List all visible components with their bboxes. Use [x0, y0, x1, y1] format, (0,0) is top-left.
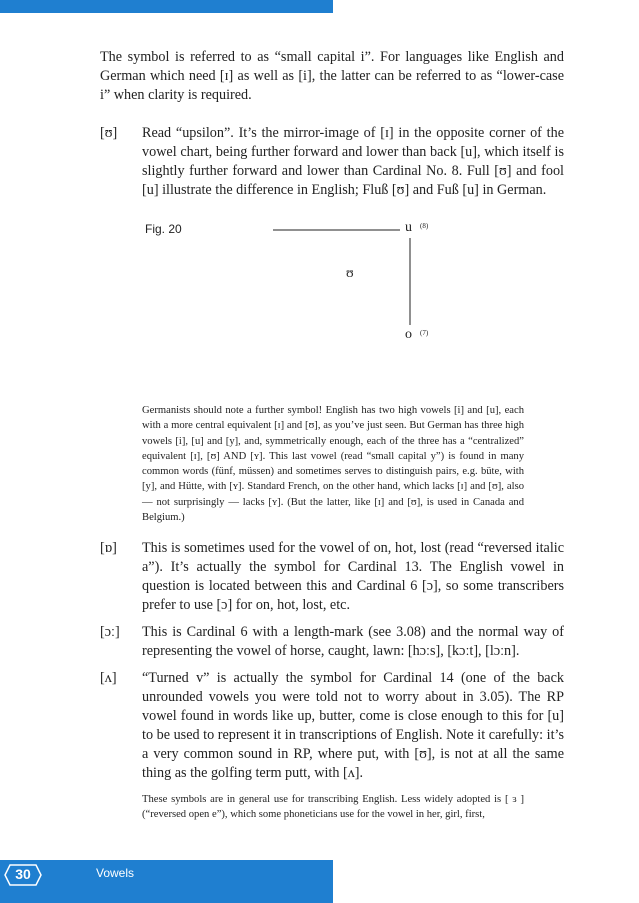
- upsilon-symbol: [ʊ]: [100, 125, 118, 141]
- germanist-note: Germanists should note a further symbol! English has two high vowels [i] and [u], each with a more central equivalent [ɪ] and [ʊ], as you’ve just seen. But German has three high vowels [i], [u] and [y], and, symmetrically enough, each of the three has a “centralized” equivalent [ɪ], [ʊ] AND [ʏ]. This last vowel (read “small capital y”) is found in many common words (fünf, müssen) and sometimes serves to distinguish pairs, e.g. büte, with [y], and Hütte, with [ʏ]. Standard French, on the other hand, which lacks [ɪ] and [ʊ], also — not surprisingly — lacks [ʏ]. (But the latter, like [ɪ] and [ʊ], is used in Canada and Belgium.): [142, 405, 524, 524]
- turned-alpha-symbol: [ɒ]: [100, 540, 117, 556]
- vowel-u: u: [405, 220, 412, 235]
- open-o-description: This is Cardinal 6 with a length-mark (see 3.08) and the normal way of representing the vowel of horse, caught, lawn: [hɔːs], [kɔːt], [lɔːn].: [142, 624, 564, 659]
- turned-v-description: “Turned v” is actually the symbol for Cardinal 14 (one of the back unrounded vowels you were told not to worry about in 3.05). The RP vowel found in words like up, butter, come is close enough to this for [u] to be used to represent it in transcriptions of English. Note it carefully: it’s a very common sound in RP, where put, with [ʊ], is not at all the same thing as the golfing term putt, with [ʌ].: [142, 670, 564, 781]
- vowel-chart-figure: [0, 0, 639, 400]
- figure-label: Fig. 20: [145, 222, 182, 236]
- page-number-badge: [4, 864, 42, 886]
- footer-accent-bar: [0, 860, 333, 903]
- vowel-upsilon: ʊ: [346, 266, 354, 281]
- vowel-o: o: [405, 327, 412, 342]
- page-number: 30: [15, 866, 31, 882]
- footer-section-label: Vowels: [96, 866, 135, 880]
- turned-alpha-description: This is sometimes used for the vowel of on, hot, lost (read “reversed italic a”). It’s actually the symbol for Cardinal 13. The English vowel in question is located between this and Cardinal 6 [ɔ], so some transcribers prefer to use [ɔ] for on, hot, lost, etc.: [142, 540, 564, 613]
- open-o-symbol: [ɔː]: [100, 624, 120, 640]
- turned-v-symbol: [ʌ]: [100, 670, 117, 686]
- vowel-u-number: (8): [420, 222, 429, 230]
- upsilon-description: Read “upsilon”. It’s the mirror-image of [ɪ] in the opposite corner of the vowel chart, being further forward and lower than back [u], which itself is slightly further forward and lower than Cardinal No. 8. Full [ʊ] and fool [u] illustrate the difference in English; Fluß [ʊ] and Fuß [u] in German.: [142, 125, 564, 198]
- symbols-note: These symbols are in general use for transcribing English. Less widely adopted is [ ɜ ] (“reversed open e”), which some phoneticians use for the vowel in her, girl, first,: [142, 794, 524, 821]
- intro-paragraph: The symbol is referred to as “small capital i”. For languages like English and German which need [ɪ] as well as [i], the latter can be referred to as “lower-case i” when clarity is required.: [100, 49, 564, 103]
- vowel-o-number: (7): [420, 329, 429, 337]
